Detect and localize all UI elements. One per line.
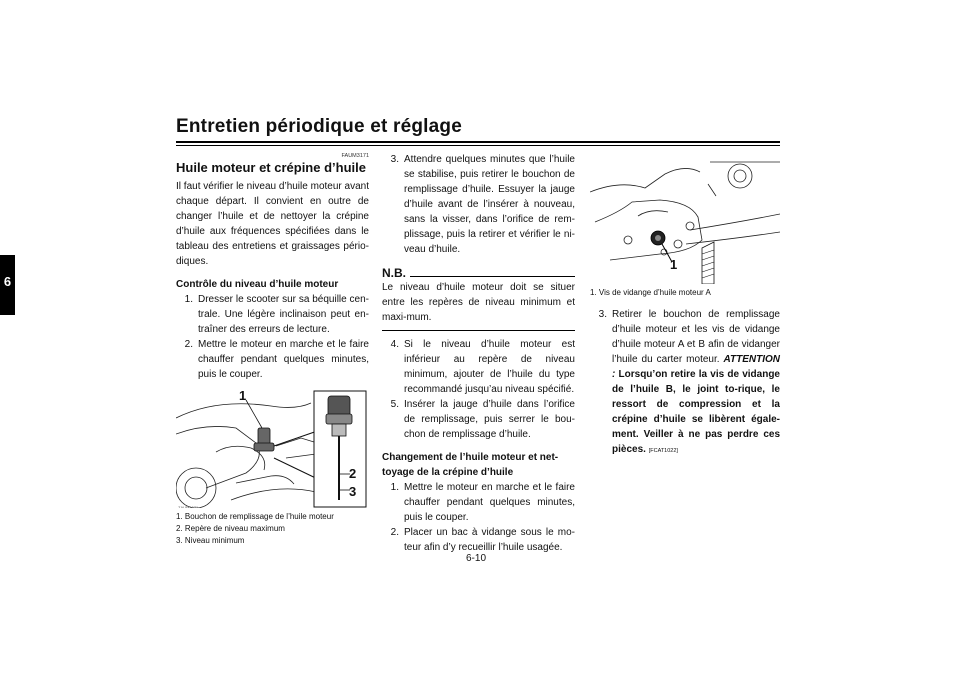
step-text: Mettre le moteur en marche et le faire chauffer pendant quelques minutes, puis le couper. [404,482,575,523]
column-3 [590,152,780,459]
step-text: Placer un bac à vidange sous le mo-teur afin d’y recueillir l’huile usagée. [404,527,575,553]
subsection-title-check: Contrôle du niveau d’huile moteur [176,279,339,290]
figure-callout-3: 3 [349,484,357,499]
figure-caption [176,511,369,547]
note-label: N.B. [382,266,406,280]
caption-item: 2. Repère de niveau maximum [176,524,285,533]
figure-callout-1: 1 [670,257,678,272]
figure-caption: 1. Vis de vidange d’huile moteur A [590,288,711,297]
caption-item: 1. Bouchon de remplissage de l’huile moteur [176,512,334,521]
step-item [382,525,575,555]
step-number: 3. [598,309,607,320]
step-number: 5. [390,399,399,410]
step-text: Dresser le scooter sur sa béquille cen-trale. Une légère inclinaison peut en-traîner des erreurs de lecture. [198,294,369,335]
step-number: 2. [184,339,193,350]
section-code: FAUM3171 [341,153,369,159]
step-text-block [612,307,780,459]
note-text: Le niveau d’huile moteur doit se situer entre les repères de niveau minimum et maxi-mum. [382,282,575,323]
attention-label: ATTENTION : [612,354,780,380]
subsection-title-change: Changement de l’huile moteur et net-toyage de la crépine d’huile [382,452,559,478]
drain-bolt-figure [590,152,782,284]
attention-text: Lorsqu’on retire la vis de vidange de l’huile B, le joint to-rique, le ressort de compression et la crépine d’huile se libèrent égale-ment. Veiller à ne pas perdre ces pièces. [612,369,780,455]
step-text: Attendre quelques minutes que l’huile se stabilise, puis retirer le bouchon de remplissage d’huile. Essuyer la jauge d’huile avant de l’insérer à nouveau, sans la visser, dans l’orifice de rem-plissage, puis la retirer et vérifier le ni-veau d’huile. [404,154,575,255]
intro-paragraph: Il faut vérifier le niveau d’huile moteur avant chaque départ. Il convient en outre de changer l’huile et de nettoyer la crépine d’huile aux fréquences spécifiées dans le tableau des entretiens et graissages pério-diques. [176,181,369,267]
dipstick-figure [176,388,368,508]
step-text: Insérer la jauge d’huile dans l’orifice de remplissage, puis serrer le bou-chon de remplissage d’huile. [404,399,575,440]
step-number: 1. [184,294,193,305]
step-text: Si le niveau d’huile moteur est inférieur au repère de niveau minimum, ajouter de l’huile du type recommandé jusqu’au niveau spécifié. [404,339,575,395]
caption-item: 3. Niveau minimum [176,536,245,545]
section-title: Huile moteur et crépine d’huile [176,160,366,175]
title-rule [176,141,780,143]
step-number: 1. [390,482,399,493]
step-number: 4. [390,339,399,350]
step-item [590,307,780,459]
attention-code: [FCAT1022] [648,448,678,454]
step-item [382,397,575,442]
page-title: Entretien périodique et réglage [176,116,462,137]
step-text: Mettre le moteur en marche et le faire chauffer pendant quelques minutes, puis le couper. [198,339,369,380]
step-item [176,292,369,337]
figure-callout-2: 2 [349,466,357,481]
page-number: 6-10 [466,553,487,564]
note-rule [410,276,575,277]
column-2 [382,152,575,555]
dipstick-illustration [176,388,368,508]
drain-bolt-illustration [590,152,780,284]
title-rule-thin [176,145,780,146]
step-item [382,337,575,397]
step-item [382,152,575,257]
step-item [382,480,575,525]
chapter-number: 6 [3,274,12,289]
note-end-rule [382,330,575,331]
note-header [382,266,575,280]
figure-code: ZAUM1071 [178,505,199,508]
step-text: Retirer le bouchon de remplissage d’huile moteur et les vis de vidange d’huile moteur A et B afin de vidanger l’huile du carter moteur. [612,309,780,365]
step-number: 3. [390,154,399,165]
figure-callout-1: 1 [239,388,247,403]
step-number: 2. [390,527,399,538]
column-1 [176,152,369,547]
step-item [176,337,369,382]
